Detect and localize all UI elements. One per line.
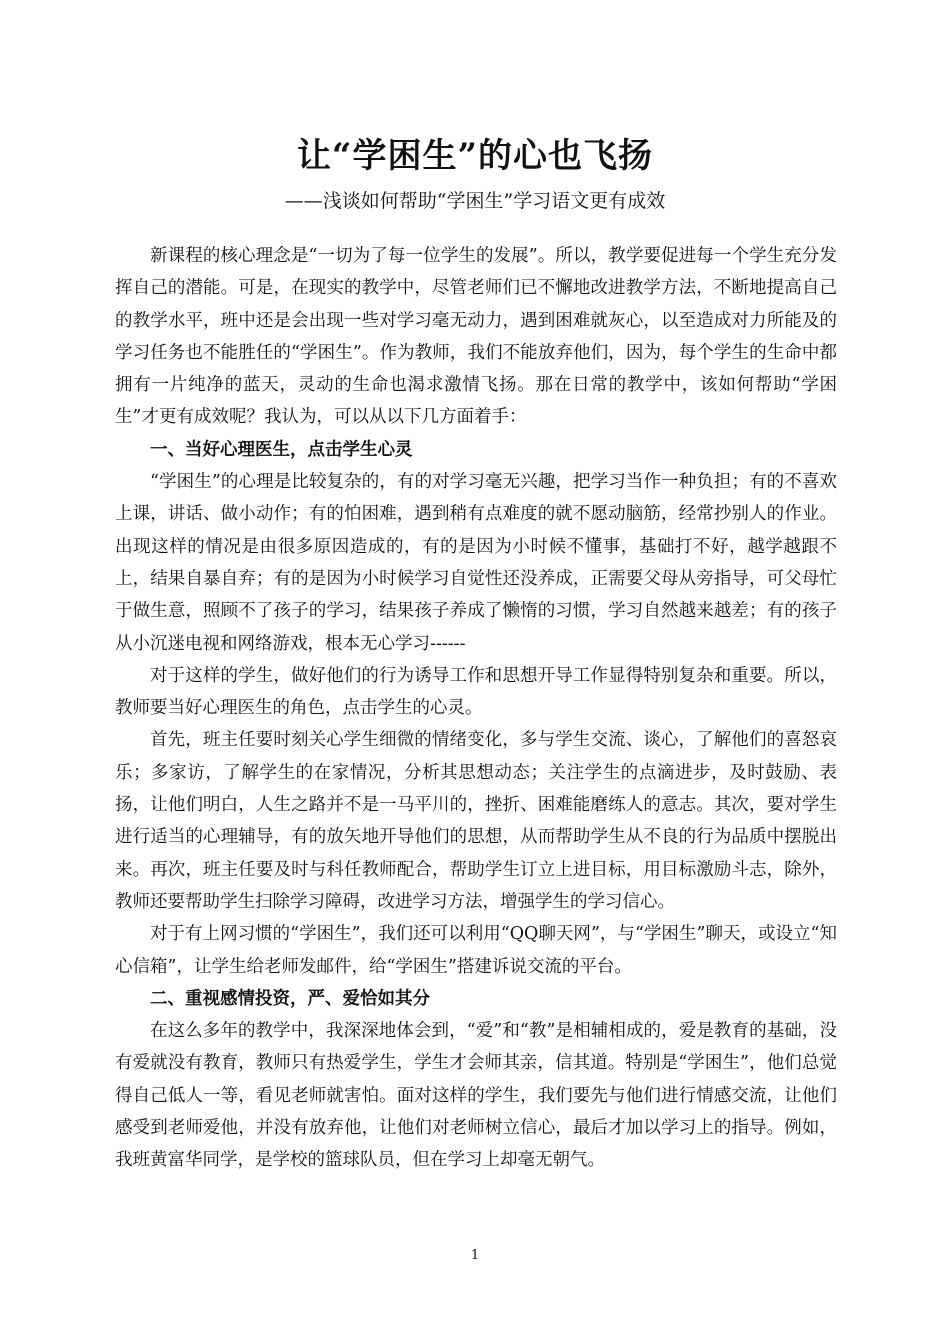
document-body <box>115 240 837 1177</box>
document-subtitle: ——浅谈如何帮助“学困生”学习语文更有成效 <box>284 190 666 212</box>
page-number: 1 <box>470 1248 480 1263</box>
section-heading: 一、当好心理医生，点击学生心灵 <box>150 439 413 460</box>
section-heading: 二、重视感情投资，严、爱恰如其分 <box>150 988 430 1009</box>
body-paragraph: 对于有上网习惯的“学困生”，我们还可以利用“QQ聊天网”，与“学困生”聊天，或设立“知心信箱”，让学生给老师发邮件，给“学困生”搭建诉说交流的平台。 <box>115 924 837 977</box>
body-paragraph: “学困生”的心理是比较复杂的，有的对学习毫无兴趣，把学习当作一种负担；有的不喜欢上课，讲话、做小动作；有的怕困难，遇到稍有点难度的就不愿动脑筋，经常抄别人的作业。出现这样的情况是由很多原因造成的，有的是因为小时候不懂事，基础打不好，越学越跟不上，结果自暴自弃；有的是因为小时候学习自觉性还没养成，正需要父母从旁指导，可父母忙于做生意，照顾不了孩子的学习，结果孩子养成了懒惰的习惯，学习自然越来越差；有的孩子从小沉迷电视和网络游戏，根本无心学习------ <box>115 472 837 654</box>
body-paragraph: 对于这样的学生，做好他们的行为诱导工作和思想开导工作显得特别复杂和重要。所以，教师要当好心理医生的角色，点击学生的心灵。 <box>115 665 837 719</box>
body-paragraph: 首先，班主任要时刻关心学生细微的情绪变化，多与学生交流、谈心，了解他们的喜怒哀乐；多家访，了解学生的在家情况，分析其思想动态；关注学生的点滴进步，及时鼓励、表扬，让他们明白，人生之路并不是一马平川的，挫折、困难能磨练人的意志。其次，要对学生进行适当的心理辅导，有的放矢地开导他们的思想，从而帮助学生从不良的行为品质中摆脱出来。再次，班主任要及时与科任教师配合，帮助学生订立上进目标，用目标激励斗志，除外，教师还要帮助学生扫除学习障碍，改进学习方法，增强学生的学习信心。 <box>115 730 837 912</box>
body-paragraph: 在这么多年的教学中，我深深地体会到，“爱”和“教”是相辅相成的，爱是教育的基础，没有爱就没有教育，教师只有热爱学生，学生才会师其亲，信其道。特别是“学困生”，他们总觉得自己低人一等，看见老师就害怕。面对这样的学生，我们要先与他们进行情感交流，让他们感受到老师爱他，并没有放弃他，让他们对老师树立信心，最后才加以学习上的指导。例如，我班黄富华同学，是学校的篮球队员，但在学习上却毫无朝气。 <box>115 1021 837 1171</box>
document-title: 让“学困生”的心也飞扬 <box>296 136 654 176</box>
body-paragraph: 新课程的核心理念是“一切为了每一位学生的发展”。所以，教学要促进每一个学生充分发挥自己的潜能。可是，在现实的教学中，尽管老师们已不懈地改进教学方法，不断地提高自己的教学水平，班中还是会出现一些对学习毫无动力，遇到困难就灰心，以至造成对力所能及的学习任务也不能胜任的“学困生”。作为教师，我们不能放弃他们，因为，每个学生的生命中都拥有一片纯净的蓝天，灵动的生命也渴求激情飞扬。那在日常的教学中，该如何帮助“学困生”才更有成效呢？我认为，可以从以下几方面着手： <box>115 246 837 428</box>
